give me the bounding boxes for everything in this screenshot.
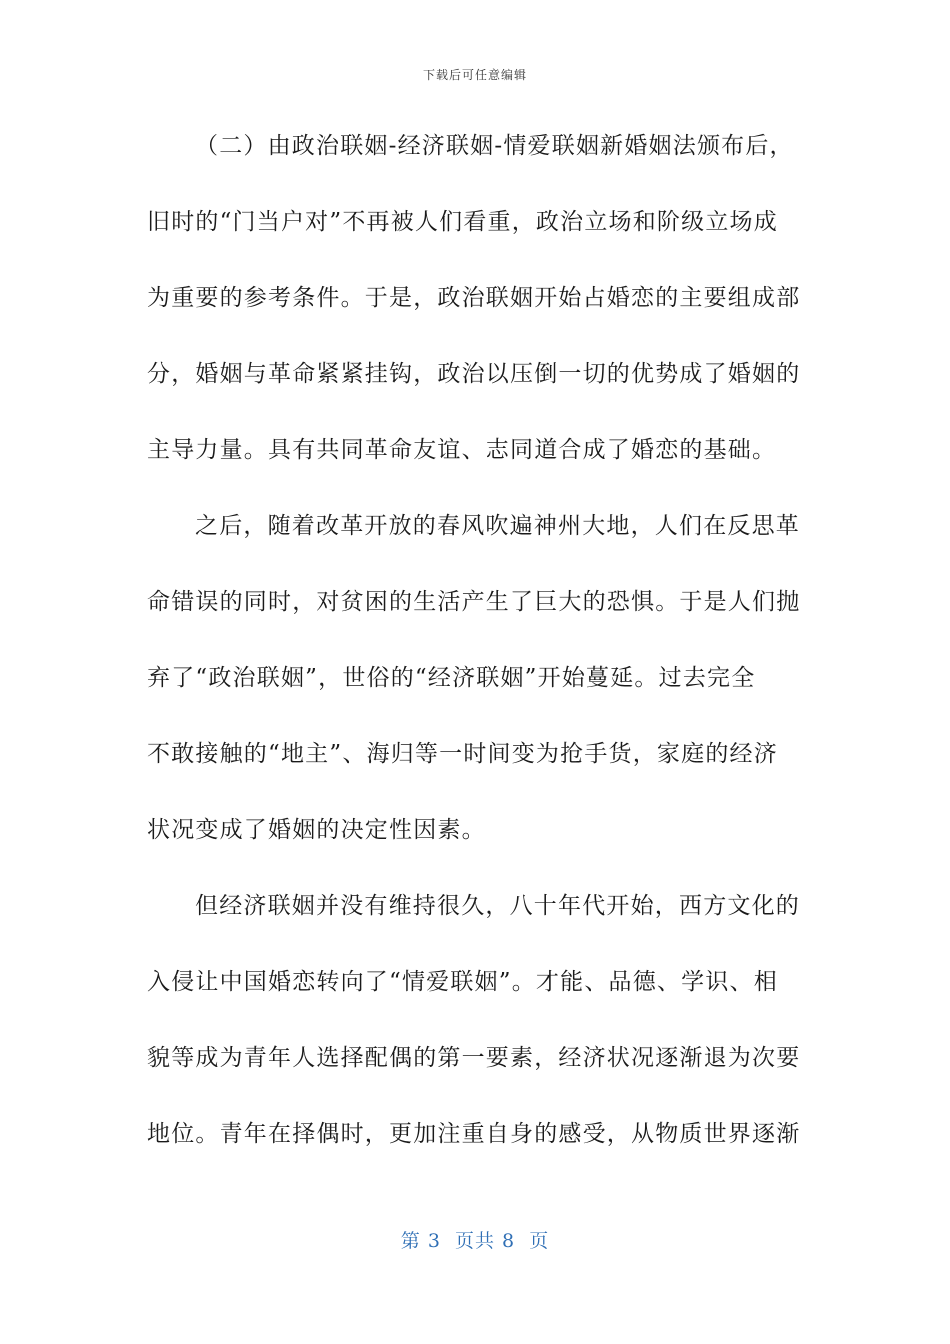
paragraph-line: 之后，随着改革开放的春风吹遍神州大地，人们在反思革 [195, 513, 800, 539]
paragraph-line: 貌等成为青年人选择配偶的第一要素，经济状况逐渐退为次要 [147, 1045, 801, 1071]
paragraph-line: 但经济联姻并没有维持很久，八十年代开始，西方文化的 [195, 893, 800, 919]
paragraph-line: 入侵让中国婚恋转向了“情爱联姻”。才能、品德、学识、相 [147, 969, 778, 995]
page-header-note: 下载后可任意编辑 [422, 68, 527, 82]
paragraph-line: 地位。青年在择偶时，更加注重自身的感受，从物质世界逐渐 [147, 1121, 801, 1147]
paragraph-line: 旧时的“门当户对”不再被人们看重，政治立场和阶级立场成 [147, 209, 778, 235]
paragraph-line: 分，婚姻与革命紧紧挂钩，政治以压倒一切的优势成了婚姻的 [147, 361, 801, 387]
paragraph-line: 不敢接触的“地主”、海归等一时间变为抢手货，家庭的经济 [147, 741, 778, 767]
page-number-footer: 第 3 页共 8 页 [400, 1230, 550, 1252]
paragraph-line: 状况变成了婚姻的决定性因素。 [147, 817, 486, 843]
paragraph-line: 弃了“政治联姻”，世俗的“经济联姻”开始蔓延。过去完全 [147, 665, 756, 691]
paragraph-line: 命错误的同时，对贫困的生活产生了巨大的恐惧。于是人们抛 [147, 589, 801, 615]
paragraph-line: 为重要的参考条件。于是，政治联姻开始占婚恋的主要组成部 [147, 285, 801, 311]
paragraph-line: （二）由政治联姻-经济联姻-情爱联姻新婚姻法颁布后， [195, 133, 794, 159]
paragraph-line: 主导力量。具有共同革命友谊、志同道合成了婚恋的基础。 [147, 437, 777, 463]
document-body [147, 127, 801, 1191]
